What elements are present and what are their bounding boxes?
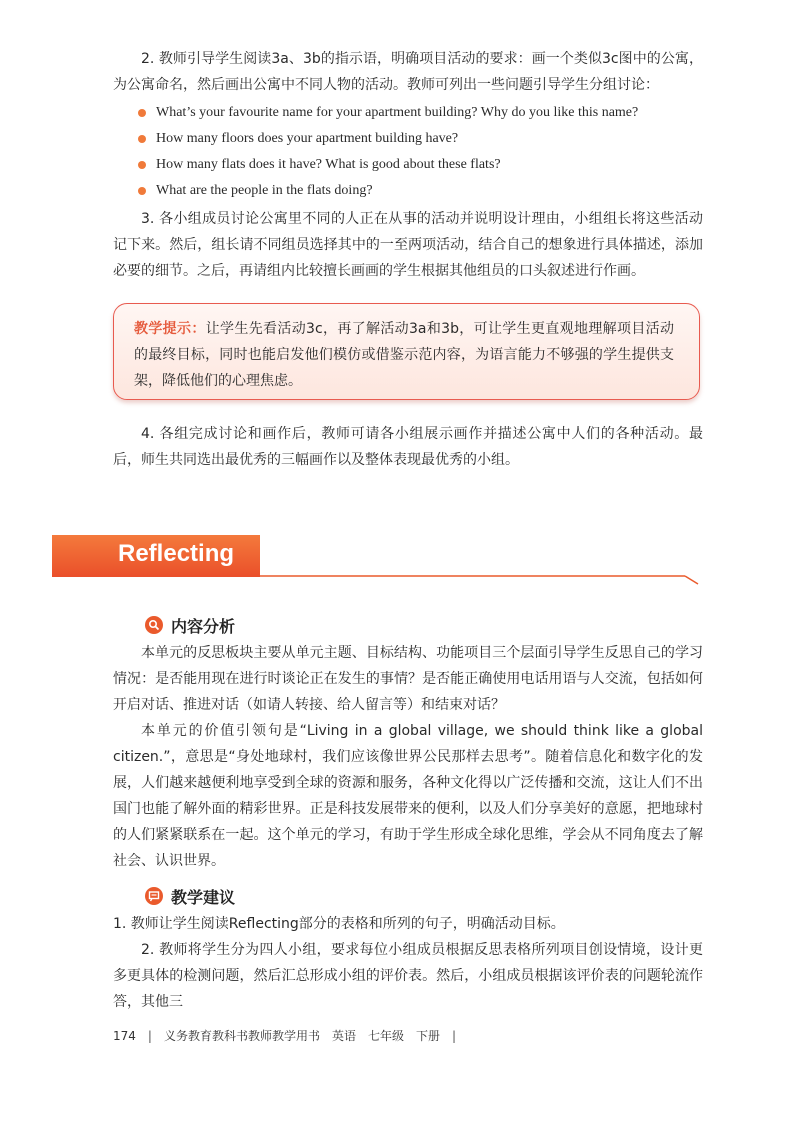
section-banner-title: Reflecting xyxy=(118,540,235,567)
step-4-paragraph: 4. 各组完成讨论和画作后，教师可请各小组展示画作并描述公寓中人们的各种活动。最后，师生共同选出最优秀的三幅画作以及整体表现最优秀的小组。 xyxy=(113,426,703,468)
footer-book-title: 义务教育教科书教师教学用书 xyxy=(163,1029,320,1043)
bullet-dot-icon xyxy=(138,161,146,169)
bullet-dot-icon xyxy=(138,187,146,195)
content-analysis-title: 内容分析 xyxy=(171,616,236,636)
content-analysis-heading xyxy=(145,614,235,636)
page-footer xyxy=(113,1027,456,1044)
bullet-dot-icon xyxy=(138,135,146,143)
teaching-tip-box xyxy=(113,303,700,400)
question-text: What’s your favourite name for your apartment building? Why do you like this name? xyxy=(156,105,639,120)
teaching-tip-label: 教学提示： xyxy=(134,321,206,337)
content-analysis-paragraph-1: 本单元的反思板块主要从单元主题、目标结构、功能项目三个层面引导学生反思自己的学习情况：是否能用现在进行时谈论正在发生的事情？是否能正确使用电话用语与人交流，包括如何开启对话、推进对话（如请人转接、给人留言等）和结束对话？ xyxy=(113,645,703,713)
question-item xyxy=(138,152,638,178)
question-item xyxy=(138,100,638,126)
footer-volume: 下册 xyxy=(416,1029,441,1043)
question-item xyxy=(138,126,638,152)
footer-separator: | xyxy=(452,1028,457,1043)
suggestion-step-2: 2. 教师将学生分为四人小组，要求每位小组成员根据反思表格所列项目创设情境，设计更多更具体的检测问题，然后汇总形成小组的评价表。然后，小组成员根据该评价表的问题轮流作答，其他三 xyxy=(113,942,703,1010)
question-text: How many flats does it have? What is good about these flats? xyxy=(156,157,501,172)
teaching-suggestions-title: 教学建议 xyxy=(171,887,236,907)
teaching-tip-text xyxy=(134,316,674,394)
question-text: What are the people in the flats doing? xyxy=(156,183,373,198)
page-number: 174 xyxy=(113,1028,136,1043)
teaching-tip-body: 让学生先看活动3c，再了解活动3a和3b，可让学生更直观地理解项目活动的最终目标，同时也能启发他们模仿或借鉴示范内容，为语言能力不够强的学生提供支架，降低他们的心理焦虑。 xyxy=(134,321,674,389)
suggestion-step-1: 1. 教师让学生阅读Reflecting部分的表格和所列的句子，明确活动目标。 xyxy=(113,916,565,932)
magnifier-icon xyxy=(145,616,163,634)
question-text: How many floors does your apartment building have? xyxy=(156,131,459,146)
footer-separator: | xyxy=(147,1028,152,1043)
banner-underline xyxy=(260,575,700,585)
section-banner xyxy=(52,535,260,577)
question-item xyxy=(138,178,638,204)
footer-grade: 七年级 xyxy=(367,1029,404,1043)
chat-board-icon xyxy=(145,887,163,905)
discussion-questions xyxy=(138,100,638,204)
footer-subject: 英语 xyxy=(331,1029,356,1043)
content-analysis-paragraph-2: 本单元的价值引领句是“Living in a global village, we should think like a global citizen.”，意思是“身处地球村，我们应该像世界公民那样去思考”。随着信息化和数字化的发展，人们越来越便利地享受到全球的资源和服务，各种文化得以广泛传播和交流，这让人们不出国门也能了解外面的精彩世界。正是科技发展带来的便利，以及人们分享美好的意愿，把地球村的人们紧紧联系在一起。这个单元的学习，有助于学生形成全球化思维，学会从不同角度去了解社会、认识世界。 xyxy=(113,723,703,869)
step-2-paragraph: 2. 教师引导学生阅读3a、3b的指示语，明确项目活动的要求：画一个类似3c图中的公寓，为公寓命名，然后画出公寓中不同人物的活动。教师可列出一些问题引导学生分组讨论： xyxy=(113,51,703,93)
step-3-paragraph: 3. 各小组成员讨论公寓里不同的人正在从事的活动并说明设计理由，小组组长将这些活动记下来。然后，组长请不同组员选择其中的一至两项活动，结合自己的想象进行具体描述，添加必要的细节。之后，再请组内比较擅长画画的学生根据其他组员的口头叙述进行作画。 xyxy=(113,211,703,279)
teaching-suggestions-heading xyxy=(145,885,235,907)
bullet-dot-icon xyxy=(138,109,146,117)
